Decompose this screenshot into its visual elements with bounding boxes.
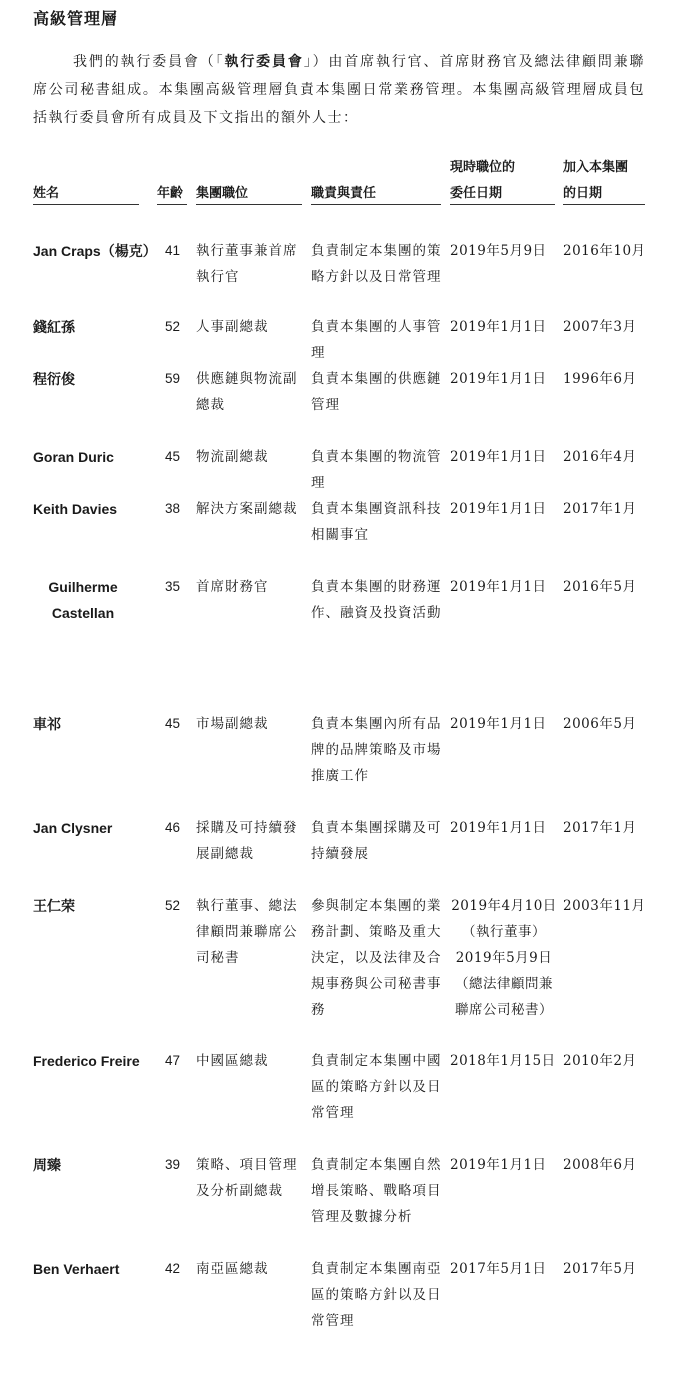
cell-position: 解決方案副總裁 — [196, 501, 298, 517]
cell-duties: 負責制定本集團自然增長策略、戰略項目管理及數據分析 — [311, 1157, 442, 1225]
cell-joined: 2017年5月 — [563, 1261, 637, 1277]
cell-position: 物流副總裁 — [196, 449, 269, 465]
cell-name: Keith Davies — [33, 501, 118, 517]
cell-appointed: 2019年1月1日 — [450, 820, 547, 836]
cell-position: 採購及可持續發展副總裁 — [196, 820, 298, 862]
header-rule-appointed — [450, 204, 555, 205]
cell-appointed: 2019年5月9日 — [450, 243, 547, 259]
header-rule-name — [33, 204, 139, 205]
col-header-name: 姓名 — [33, 186, 60, 201]
cell-age: 52 — [164, 319, 180, 334]
intro-text-2: 」）由首席執行官、首席財務官及總法律顧問兼聯席公司秘書組成。本集團高級管理層負責本集團日常業務管理。本集團高級管理層成員包括執行委員會所有成員及下文指出的額外人士： — [33, 54, 646, 126]
cell-age: 35 — [164, 579, 180, 594]
cell-name: 程衍俊 — [33, 371, 75, 387]
header-rule-position — [196, 204, 302, 205]
cell-appointed: 2019年1月1日 — [450, 579, 547, 595]
cell-position: 南亞區總裁 — [196, 1261, 269, 1277]
cell-appointed: 2019年1月1日 — [450, 319, 547, 335]
cell-joined: 2016年10月 — [563, 243, 646, 259]
cell-appointed: 2019年1月1日 — [450, 371, 547, 387]
cell-age: 38 — [164, 501, 180, 516]
intro-paragraph — [33, 48, 645, 132]
cell-appointed: 2019年1月1日 — [450, 501, 547, 517]
cell-duties: 負責本集團的財務運作、融資及投資活動 — [311, 579, 442, 621]
cell-position: 首席財務官 — [196, 579, 269, 595]
cell-position: 中國區總裁 — [196, 1053, 269, 1069]
col-header-appointed-line1: 現時職位的 — [450, 160, 516, 175]
cell-joined: 2016年5月 — [563, 579, 637, 595]
cell-position: 策略、項目管理及分析副總裁 — [196, 1157, 298, 1199]
cell-age: 52 — [164, 898, 180, 913]
cell-joined: 2016年4月 — [563, 449, 637, 465]
cell-duties: 負責本集團的供應鏈管理 — [311, 371, 442, 413]
cell-age: 47 — [164, 1053, 180, 1068]
header-rule-duties — [311, 204, 441, 205]
cell-position: 人事副總裁 — [196, 319, 269, 335]
col-header-joined-line2: 的日期 — [563, 186, 603, 201]
cell-name: Goran Duric — [33, 449, 114, 465]
cell-appointed: 2019年1月1日 — [450, 449, 547, 465]
col-header-appointed — [450, 155, 515, 207]
cell-name: Frederico Freire — [33, 1053, 140, 1069]
cell-duties: 負責本集團內所有品牌的品牌策略及市場推廣工作 — [311, 716, 442, 784]
header-rule-age — [157, 204, 187, 205]
cell-joined: 2017年1月 — [563, 820, 637, 836]
cell-age: 42 — [164, 1261, 180, 1276]
cell-joined: 2008年6月 — [563, 1157, 637, 1173]
col-header-age: 年齡 — [157, 186, 184, 201]
col-header-position: 集團職位 — [196, 186, 249, 201]
cell-duties: 負責制定本集團南亞區的策略方針以及日常管理 — [311, 1261, 442, 1329]
col-header-joined — [563, 155, 628, 207]
col-header-appointed-line2: 委任日期 — [450, 186, 503, 201]
cell-duties: 負責制定本集團的策略方針以及日常管理 — [311, 243, 442, 285]
cell-joined: 2006年5月 — [563, 716, 637, 732]
cell-appointed: 2019年4月10日（執行董事）2019年5月9日（總法律顧問兼聯席公司秘書） — [451, 898, 557, 1018]
cell-name: 車祁 — [33, 716, 61, 732]
col-header-duties: 職責與責任 — [311, 186, 377, 201]
cell-duties: 負責本集團採購及可持續發展 — [311, 820, 442, 862]
cell-joined: 2007年3月 — [563, 319, 637, 335]
cell-appointed: 2018年1月15日 — [450, 1053, 556, 1069]
cell-duties: 參與制定本集團的業務計劃、策略及重大決定，以及法律及合規事務與公司秘書事務 — [311, 898, 442, 1018]
cell-joined: 2017年1月 — [563, 501, 637, 517]
cell-position: 執行董事兼首席執行官 — [196, 243, 298, 285]
cell-age: 39 — [164, 1157, 180, 1172]
cell-name: Jan Clysner — [33, 820, 113, 836]
intro-bold-term: 執行委員會 — [224, 54, 304, 70]
cell-age: 46 — [164, 820, 180, 835]
cell-age: 45 — [164, 449, 180, 464]
cell-duties: 負責制定本集團中國區的策略方針以及日常管理 — [311, 1053, 442, 1121]
cell-joined: 2003年11月 — [563, 898, 646, 914]
header-rule-joined — [563, 204, 645, 205]
cell-joined: 2010年2月 — [563, 1053, 637, 1069]
cell-duties: 負責本集團的物流管理 — [311, 449, 442, 491]
cell-name: Ben Verhaert — [33, 1261, 120, 1277]
cell-name: 錢紅孫 — [33, 319, 75, 335]
cell-position: 市場副總裁 — [196, 716, 269, 732]
cell-appointed: 2019年1月1日 — [450, 716, 547, 732]
section-heading: 高級管理層 — [33, 9, 119, 28]
cell-duties: 負責本集團資訊科技相關事宜 — [311, 501, 442, 543]
cell-position: 執行董事、總法律顧問兼聯席公司秘書 — [196, 898, 298, 966]
cell-name: Guilherme Castellan — [48, 579, 118, 621]
cell-appointed: 2019年1月1日 — [450, 1157, 547, 1173]
col-header-joined-line1: 加入本集團 — [563, 160, 629, 175]
cell-duties: 負責本集團的人事管理 — [311, 319, 442, 361]
cell-age: 45 — [164, 716, 180, 731]
intro-text-1: 我們的執行委員會（「 — [73, 54, 225, 70]
cell-position: 供應鏈與物流副總裁 — [196, 371, 298, 413]
cell-name: 周臻 — [33, 1157, 61, 1173]
cell-name: Jan Craps（楊克） — [33, 243, 157, 259]
cell-name: 王仁荣 — [33, 898, 75, 914]
cell-age: 41 — [164, 243, 180, 258]
cell-joined: 1996年6月 — [563, 371, 637, 387]
cell-appointed: 2017年5月1日 — [450, 1261, 547, 1277]
cell-age: 59 — [164, 371, 180, 386]
